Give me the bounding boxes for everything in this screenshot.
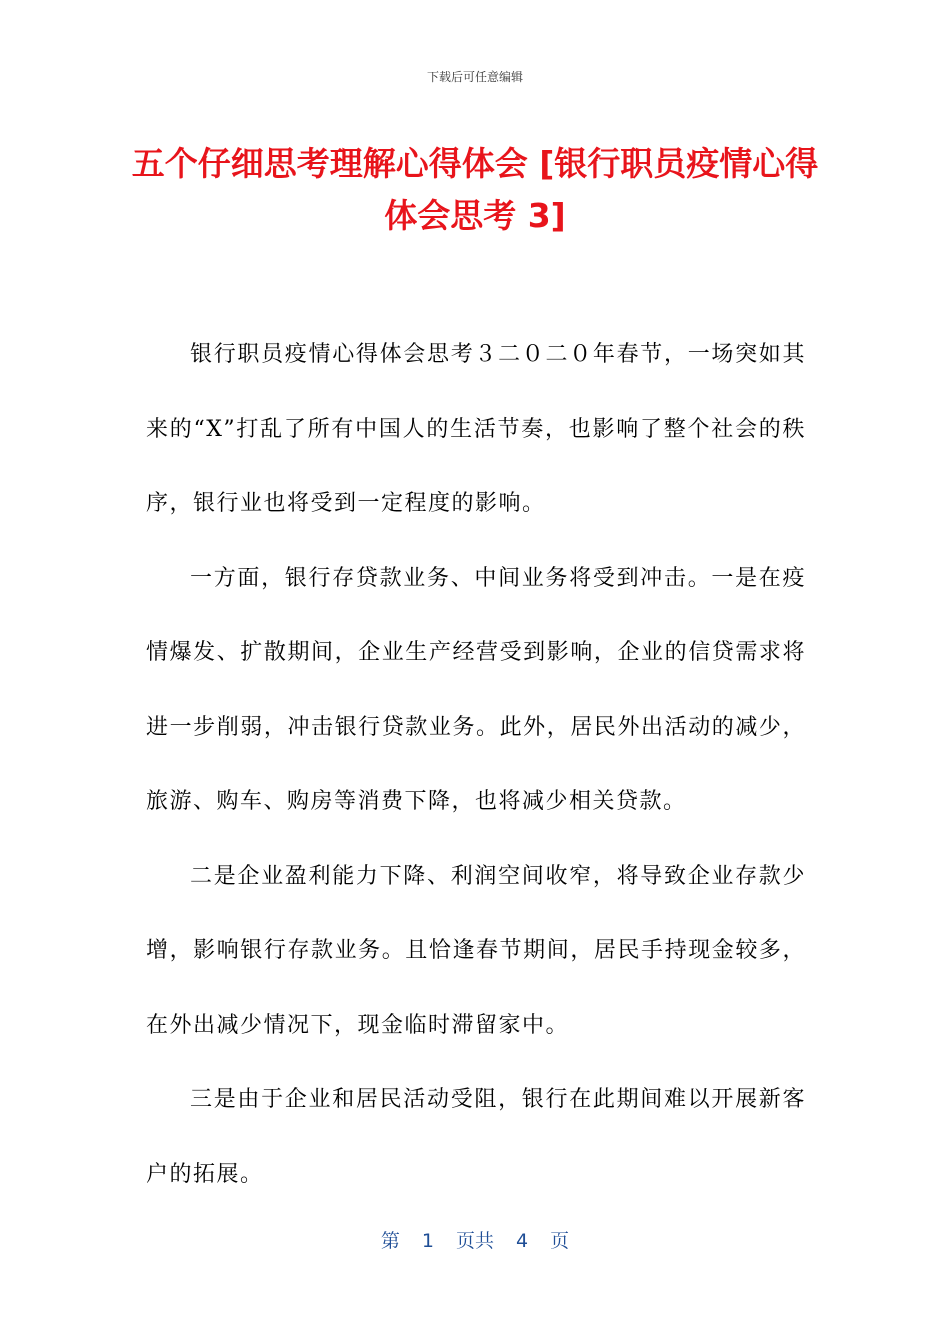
paragraph-3: 二是企业盈利能力下降、利润空间收窄，将导致企业存款少增，影响银行存款业务。且恰逢春节期间，居民手持现金较多，在外出减少情况下，现金临时滞留家中。 bbox=[146, 863, 806, 1038]
paragraph-1: 银行职员疫情心得体会思考３二０二０年春节，一场突如其来的“X”打乱了所有中国人的生活节奏，也影响了整个社会的秩序，银行业也将受到一定程度的影响。 bbox=[146, 342, 806, 516]
paragraph-4: 三是由于企业和居民活动受阻，银行在此期间难以开展新客户的拓展。 bbox=[146, 1087, 806, 1187]
page-middle: 页共 bbox=[455, 1230, 494, 1252]
page-suffix: 页 bbox=[550, 1230, 570, 1252]
page-prefix: 第 bbox=[380, 1230, 400, 1252]
document-body bbox=[146, 318, 806, 1212]
paragraph-2: 一方面，银行存贷款业务、中间业务将受到冲击。一是在疫情爆发、扩散期间，企业生产经营受到影响，企业的信贷需求将进一步削弱，冲击银行贷款业务。此外，居民外出活动的减少，旅游、购车、购房等消费下降，也将减少相关贷款。 bbox=[146, 565, 806, 814]
document-title: 五个仔细思考理解心得体会 [银行职员疫情心得体会思考 3] bbox=[131, 144, 819, 235]
header-note: 下载后可任意编辑 bbox=[426, 70, 523, 84]
page-total: 4 bbox=[516, 1230, 529, 1252]
page-number: 1 bbox=[421, 1230, 434, 1252]
page-footer bbox=[0, 1226, 950, 1253]
